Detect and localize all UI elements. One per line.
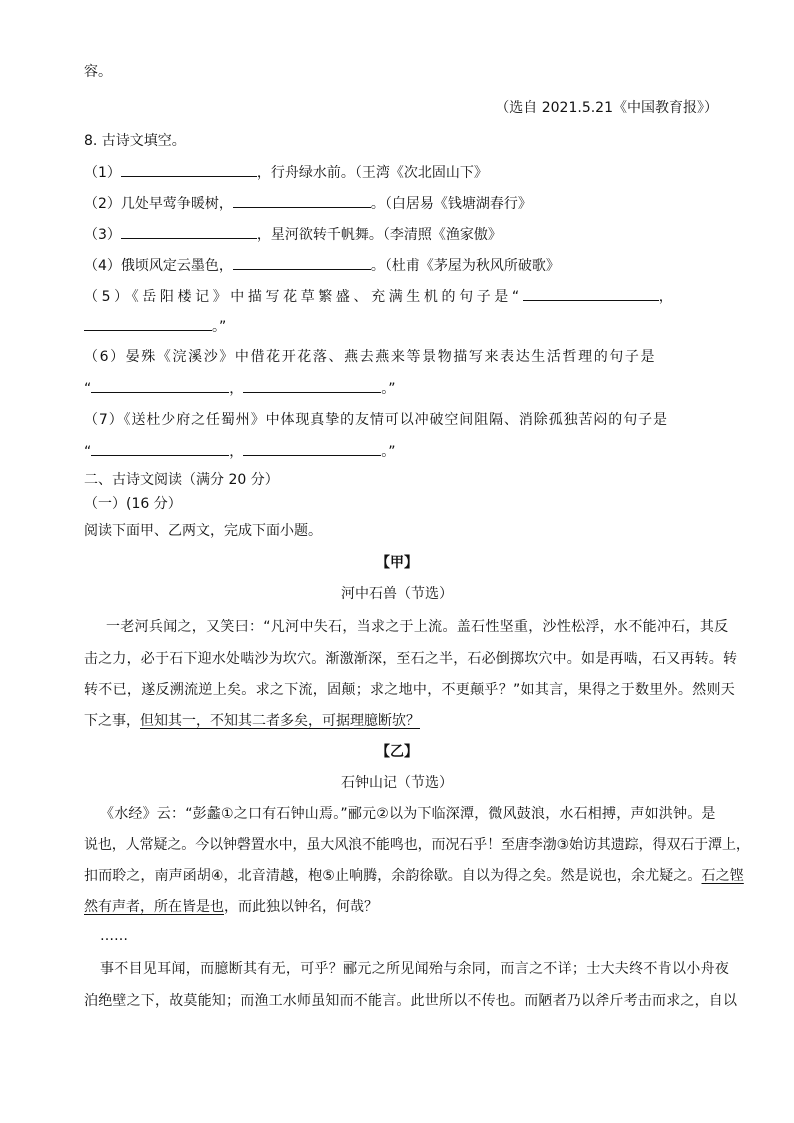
q8-item-7-cont: “ ， 。”: [84, 441, 396, 462]
yi-line-1: 《水经》云：“彭蠡①之口有石钟山焉。”郦元②以为下临深潭，微风鼓浪，水石相搏，声如洪钟。是: [100, 806, 716, 822]
text-yi-label: 【乙】: [376, 744, 418, 760]
yi-line-4: 然有声者，所在皆是也，而此独以钟名，何哉？: [84, 899, 378, 915]
q8-item-2: （2）几处早莺争暖树， 。（白居易《钱塘湖春行》: [84, 193, 532, 214]
jia-line-2: 击之力，必于石下迎水处啮沙为坎穴。渐激渐深，至石之半，石必倒掷坎穴中。如是再啮，石又再转。转: [84, 651, 738, 667]
q8-item-6: （6）晏殊《浣溪沙》中借花开花落、燕去燕来等景物描写来表达生活哲理的句子是: [84, 349, 657, 365]
section-2-title: 二、古诗文阅读（满分 20 分）: [84, 472, 279, 488]
underlined-sentence: 然有声者，所在皆是也: [84, 899, 224, 915]
q8-item-5-cont: 。”: [84, 316, 226, 337]
source-citation: （选自 2021.5.21《中国教育报》）: [495, 100, 718, 116]
jia-line-1: 一老河兵闻之，又笑曰：“凡河中失石，当求之于上流。盖石性坚重，沙性松浮，水不能冲石，其反: [106, 619, 729, 635]
q8-item-5: （5）《岳阳楼记》中描写花草繁盛、充满生机的句子是“ ，: [84, 286, 676, 307]
ellipsis: ……: [100, 928, 128, 944]
text-jia-label: 【甲】: [376, 555, 418, 571]
underlined-sentence: 石之铿: [701, 868, 744, 884]
answer-blank[interactable]: [121, 224, 257, 239]
q8-item-3: （3） ，星河欲转千帆舞。（李清照《渔家傲》: [84, 224, 502, 245]
q8-item-4: （4）俄顷风定云墨色， 。（杜甫《茅屋为秋风所破歌》: [84, 255, 560, 276]
q8-item-6-cont: “ ， 。”: [84, 378, 396, 399]
yi-line-5: 事不目见耳闻，而臆断其有无，可乎？郦元之所见闻殆与余同，而言之不详；士大夫终不肯以小舟夜: [100, 961, 730, 977]
answer-blank[interactable]: [243, 441, 381, 456]
section-2-instruction: 阅读下面甲、乙两文，完成下面小题。: [84, 523, 322, 539]
underlined-sentence: 但知其一，不知其二者多矣，可据理臆断欤？: [140, 713, 420, 729]
jia-line-4: 下之事，但知其一，不知其二者多矣，可据理臆断欤？: [84, 713, 420, 729]
q8-title: 8. 古诗文填空。: [84, 133, 186, 149]
yi-line-2: 说也，人常疑之。今以钟磬置水中，虽大风浪不能鸣也，而况石乎！至唐李渤③始访其遗踪，得双石于潭上，: [84, 837, 750, 853]
q8-item-7: （7）《送杜少府之任蜀州》中体现真挚的友情可以冲破空间阻隔、消除孤独苦闷的句子是: [84, 412, 668, 428]
answer-blank[interactable]: [121, 162, 257, 177]
yi-line-3: 扣而聆之，南声函胡④，北音清越，枹⑤止响腾，余韵徐歇。自以为得之矣。然是说也，余尤疑之。石之铿: [84, 868, 744, 884]
answer-blank[interactable]: [233, 255, 371, 270]
text-jia-title: 河中石兽（节选）: [341, 586, 453, 602]
answer-blank[interactable]: [523, 286, 659, 301]
answer-blank[interactable]: [243, 378, 381, 393]
answer-blank[interactable]: [84, 316, 212, 331]
answer-blank[interactable]: [91, 441, 229, 456]
text-yi-title: 石钟山记（节选）: [341, 775, 453, 791]
jia-line-3: 转不已，遂反溯流逆上矣。求之下流，固颠；求之地中，不更颠乎？”如其言，果得之于数里外。然则天: [84, 682, 736, 698]
yi-line-6: 泊绝壁之下，故莫能知；而渔工水师虽知而不能言。此世所以不传也。而陋者乃以斧斤考击而求之，自以: [84, 993, 738, 1009]
q8-item-1: （1） ，行舟绿水前。（王湾《次北固山下》: [84, 162, 488, 183]
answer-blank[interactable]: [91, 378, 229, 393]
section-2-sub: （一）(16 分）: [84, 496, 182, 512]
continued-line: 容。: [84, 64, 112, 80]
answer-blank[interactable]: [233, 193, 371, 208]
